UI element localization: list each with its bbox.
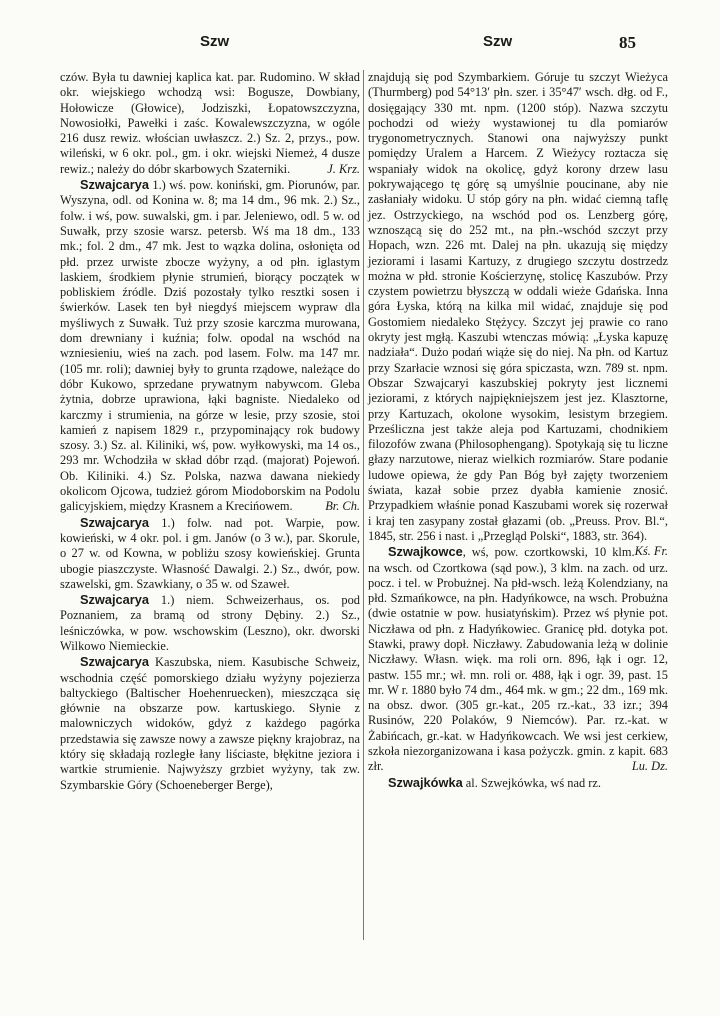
page-number: 85 <box>619 33 636 52</box>
left-column <box>60 70 360 793</box>
author-signature: Kś. Fr. <box>634 544 668 559</box>
entry-paragraph: Szwajkówka al. Szwejkówka, wś nad rz. <box>388 774 602 790</box>
running-header <box>0 33 720 55</box>
entry-paragraph: czów. Była tu dawniej kaplica kat. par. Rudomino. W skład okr. wiejskiego wchodzą wsi: Bogusze, Dowbiany, Hołowicze (Głowice), Jodziszki, Łopatowszczyzna, Nowosiołki, Pawełki i zaśc. Kowalewszczyzna, w ogóle 216 dusz rewiz. włościan uwłaszcz. 2.) Sz. 2, przys., pow. wileński, w 6 okr. pol., gm. i okr. wiejski Niemeż, 4 dusze rewiz.; należy do dóbr skarbowych Szaterniki. J. Krz. <box>60 70 360 176</box>
entry-paragraph: znajdują się pod Szymbarkiem. Góruje tu szczyt Wieżyca (Thurmberg) pod 54°13′ płn. szer. i 35°47′ wsch. dłg. od F., dosięgający 330 mt. npm. (1200 stóp). Nazwa szczytu pochodzi od wieży wystawionej tu dla pomiarów trygonometrycznych. Stanowi ona najwyższy punkt pomiędzy Uralem a Harcem. Z Wieżycy roztacza się wspaniały widok na okolicę, gdyż korony drzew lasu pokrywającego tę górę są umyślnie poucinane, aby nie zasłaniały widoku. U stóp góry na płn. widać ciemną taflę jez. Ostrzyckiego, na wschód pod os. Lenzberg górę, wznoszącą się do 252 mt., na płn.-wschód szczyt przy Hopach, wzn. 226 mt. Dalej na płn. ukazują się między jeziorami i lasami Kartuzy, z drugiego szczytu dostrzedz można w płd. stronie Kościerzynę, stolicę Kaszubów. Przy czystem powietrzu błyszczą w oddali wieże Gdańska. Inna góra Łyska, którą na kilka mil widać, znajduje się pod Gostomiem niedaleko Stężycy. Szczyt jej prawie co rano okryty jest mgłą. Kaszubi wtenczas mówią: „Łyska kapuzę nadziała“. Dużo podań wiąże się do niej. Na płn. od Kartuz przy Szarłacie wznosi się góra spiczasta, wzn. 789 st. npm. Obszar Szwajcaryi kaszubskiej pokryty jest licznemi jeziorami, z których najpiękniejszem jest jez. Klasztorne, przy Kartuzach, okolone wysokim, lesistym brzegiem. Prześliczna jest także aleja pod Kartuzami, chodnikiem filozofów zwana (Philosophengang). Spotykają się tu liczne głazy narzutowe, nieraz wielkich rozmiarów. Stare podanie ludowe opiewa, że gdy Pan Bóg był zajęty tworzeniem świata, kazał sobie przez dyabła kamienie znosić. Przypadkiem właśnie ponad Kaszubami worek się rozerwał i kraj ten zasypany został głazami (ob. „Preuss. Prov. Bl.“, 1845, str. 256 i nast. i „Przegląd Polski“, 1883, str. 364). Kś. Fr. <box>368 70 668 559</box>
entry-paragraph: Szwajkowce, wś, pow. czortkowski, 10 klm. na wsch. od Czortkowa (sąd pow.), 3 klm. na zach. od urz. pocz. i tel. w Probużnej. Na płd-wsch. leżą Kolendziany, na płd. Szmańkowce, na płn. Hadyńkowce, na wsch. Probużna (dwie ostatnie w pow. husiatyńskim). Przez wś płynie pot. Niczława od płn. z Hadyńkowiec. Granicę płd. dotyka pot. Stawki, prawy dopł. Niczławy. Zabudowania leżą w dolinie Niczławy. Własn. więk. ma roli orn. 896, łąk i ogr. 12, pastw. 155 mr.; wł. mn. roli or. 488, łąk i ogr. 39, past. 15 mr. W r. 1880 było 74 dm., 464 mk. w gm.; 22 dm., 169 mk. na obsz. dwor. (305 gr.-kat., 205 rz.-kat., 33 izr.; 394 Rusinów, 220 Polaków, 9 Niemców). Par. rz.-kat. w Żabińcach, gr.-kat. w Hadyńkowcach. We wsi jest cerkiew, szkoła niezorganizowana i kasa pożyczk. gmin. z kapit. 683 złr. Lu. Dz. <box>368 544 668 774</box>
author-signature: J. Krz. <box>327 161 360 176</box>
entry-headword: Szwajkowce <box>388 544 463 560</box>
header-center-keyword: Szw <box>483 33 513 50</box>
entry-headword: Szwajcarya <box>80 514 150 530</box>
entry-headword: Szwajkówka <box>388 774 463 790</box>
entry-paragraph: Szwajcarya Kaszubska, niem. Kasubische Schweiz, wschodnia część pomorskiego działu wyżyny pojezierza baltyckiego (Baltischer Hoehenruecken), mieszcząca się głównie na obszarze pow. kartuskiego. Słynie z malowniczych widoków, gdyż z każdego pagórka przedstawia się zawsze nowy a zawsze piękny krajobraz, na który się składają rozległe łany liściaste, błękitne jeziora i wartkie strumienie. Najwyższy grzbiet wyżyny, tak zw. Szymbarskie Góry (Schoeneberger Berge), <box>60 654 360 792</box>
entry-paragraph: Szwajcarya 1.) niem. Schweizerhaus, os. pod Poznaniem, za bramą od strony Dębiny. 2.) Sz., leśniczówka, w pow. wschowskim (Leszno), okr. dworski Wilkowo Niemieckie. <box>60 592 360 653</box>
author-signature: Lu. Dz. <box>631 759 668 774</box>
entry-headword: Szwajcarya <box>80 592 150 608</box>
entry-paragraph: Szwajcarya 1.) wś. pow. koniński, gm. Piorunów, par. Wyszyna, odl. od Konina w. 8; ma 14 dm., 96 mk. 2.) Sz., folw. i wś, pow. suwalski, gm. i par. Jeleniewo, odl. 5 w. od Suwałk, przy szosie warsz. petersb. Wś ma 18 dm., 133 mk.; fol. 2 dm., 47 mk. Jest to wązka dolina, osłonięta od płd. przez urwiste zbocze wyżyny, a od płn. iglastym laskiem, środkiem płynie strumień, biorący początek w pobliskiem źródle. Dziś pozostały tylko resztki sosen i świerków. Lasek ten był niegdyś miejscem wypraw dla myśliwych z Suwałk. Tuż przy szosie karczma murowana, dom drewniany i kuźnia; folw. opodal na wschód na wzniesieniu, wieś na zach. pod lasem. Folw. ma 147 mr. (105 mr. roli); dawniej były to grunta rządowe, należące do dóbr Kukowo, sprzedane prywatnym nabywcom. Gleba żytnia, dobrze uprawiona, łąki bagniste. Niedaleko od karczmy i strumienia, na górze w lesie, przy szosie, stoi kamień z napisem 1829 r., przypominający rok budowy szosy. 3.) Sz. al. Kiliniki, wś, pow. wyłkowyski, ma 14 os., 293 mr. Wchodziła w skład dóbr rząd. (majorat) Pojewoń. Ob. Kiliniki. 4.) Sz. Polska, nazwa dawana niekiedy okolicom Ojcowa, tudzież górom Miodoborskim na Podolu galicyjskiem, między Krasnem a Krecińowem. Br. Ch. <box>60 177 360 514</box>
entry-headword: Szwajcarya <box>80 177 150 193</box>
entry-paragraph: Szwajcarya 1.) folw. nad pot. Warpie, pow. kowieński, w 4 okr. pol. i gm. Janów (o 3 w.), par. Skorule, o 27 w. od Kowna, w pobliżu szosy kowieńskiej. Grunta ubogie piaszczyste. Własność Dawalgi. 2.) Sz., dwór, pow. szawelski, gm. Szawkiany, o 35 w. od Szaweł. <box>60 514 360 591</box>
column-divider <box>363 70 364 940</box>
header-left-keyword: Szw <box>200 33 230 50</box>
author-signature: Br. Ch. <box>325 499 360 514</box>
entry-headword: Szwajcarya <box>80 654 150 670</box>
right-column <box>368 70 668 791</box>
